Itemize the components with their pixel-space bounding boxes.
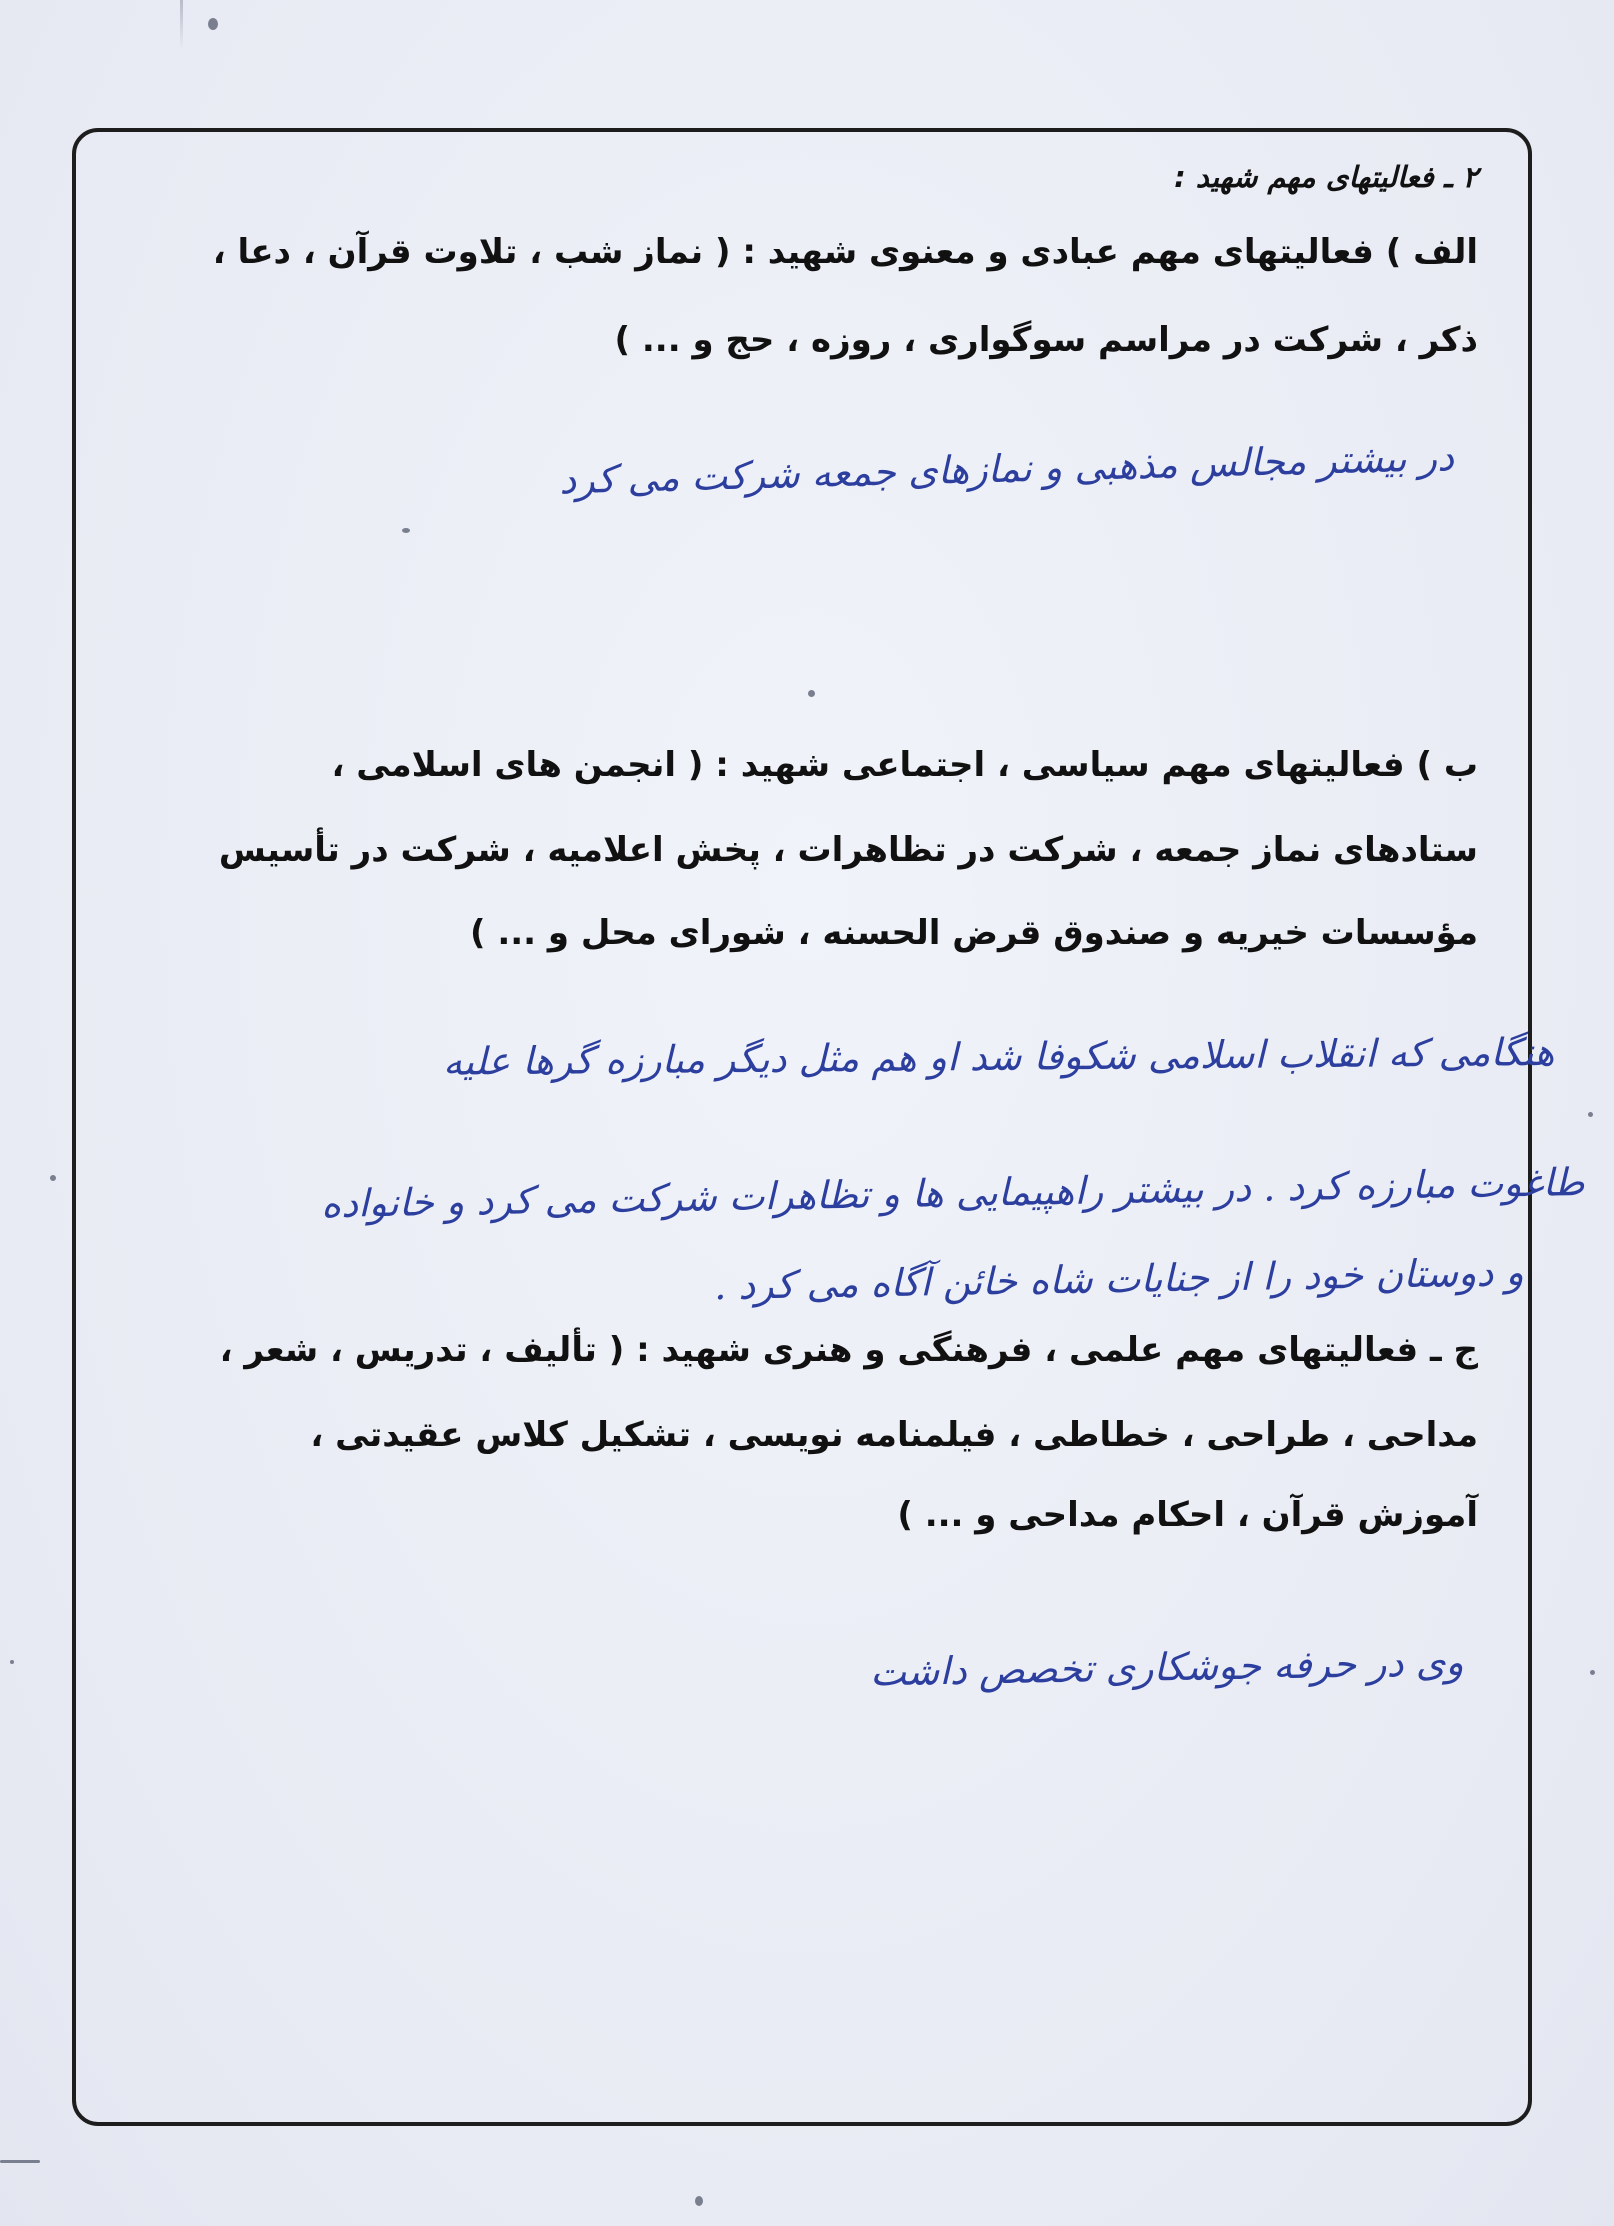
scan-speck	[1590, 1670, 1595, 1675]
section-a-handwritten-answer: در بیشتر مجالس مذهبی و نمازهای جمعه شرکت می کرد	[558, 435, 1455, 503]
section-b-handwritten-answer-line-2: طاغوت مبارزه کرد . در بیشتر راهپیمایی ها و تظاهرات شرکت می کرد و خانواده	[320, 1160, 1585, 1227]
scan-speck	[1588, 1112, 1593, 1117]
section-c-line-2: مداحی ، طراحی ، خطاطی ، فیلمنامه نویسی ، تشکیل کلاس عقیدتی ،	[310, 1415, 1478, 1455]
scan-speck	[10, 1660, 14, 1664]
scan-edge-mark	[0, 2160, 40, 2163]
section-b-line-3: مؤسسات خیریه و صندوق قرض الحسنه ، شورای محل و ... )	[469, 913, 1478, 953]
scan-speck	[50, 1175, 56, 1181]
scan-speck	[808, 690, 815, 697]
scan-speck	[208, 18, 218, 30]
section-heading: ۲ ـ فعالیتهای مهم شهید :	[1174, 160, 1478, 194]
section-b-line-2: ستادهای نماز جمعه ، شرکت در تظاهرات ، پخش اعلامیه ، شرکت در تأسیس	[218, 830, 1478, 870]
scan-speck	[402, 528, 410, 533]
section-a-line-1: الف ) فعالیتهای مهم عبادی و معنوی شهید : ( نماز شب ، تلاوت قرآن ، دعا ،	[212, 232, 1478, 272]
scan-speck	[695, 2196, 703, 2206]
section-c-line-1: ج ـ فعالیتهای مهم علمی ، فرهنگی و هنری شهید : ( تألیف ، تدریس ، شعر ،	[219, 1330, 1478, 1370]
section-c-handwritten-answer: وی در حرفه جوشکاری تخصص داشت	[870, 1640, 1465, 1695]
section-b-handwritten-answer-line-1: هنگامی که انقلاب اسلامی شکوفا شد او هم مثل دیگر مبارزه گرها علیه	[442, 1030, 1555, 1084]
section-a-line-2: ذکر ، شرکت در مراسم سوگواری ، روزه ، حج و ... )	[614, 320, 1478, 360]
section-b-handwritten-answer-line-3: و دوستان خود را از جنایات شاه خائن آگاه می کرد .	[714, 1250, 1525, 1309]
section-b-line-1: ب ) فعالیتهای مهم سیاسی ، اجتماعی شهید : ( انجمن های اسلامی ،	[331, 745, 1478, 785]
section-c-line-3: آموزش قرآن ، احکام مداحی و ... )	[897, 1495, 1478, 1535]
